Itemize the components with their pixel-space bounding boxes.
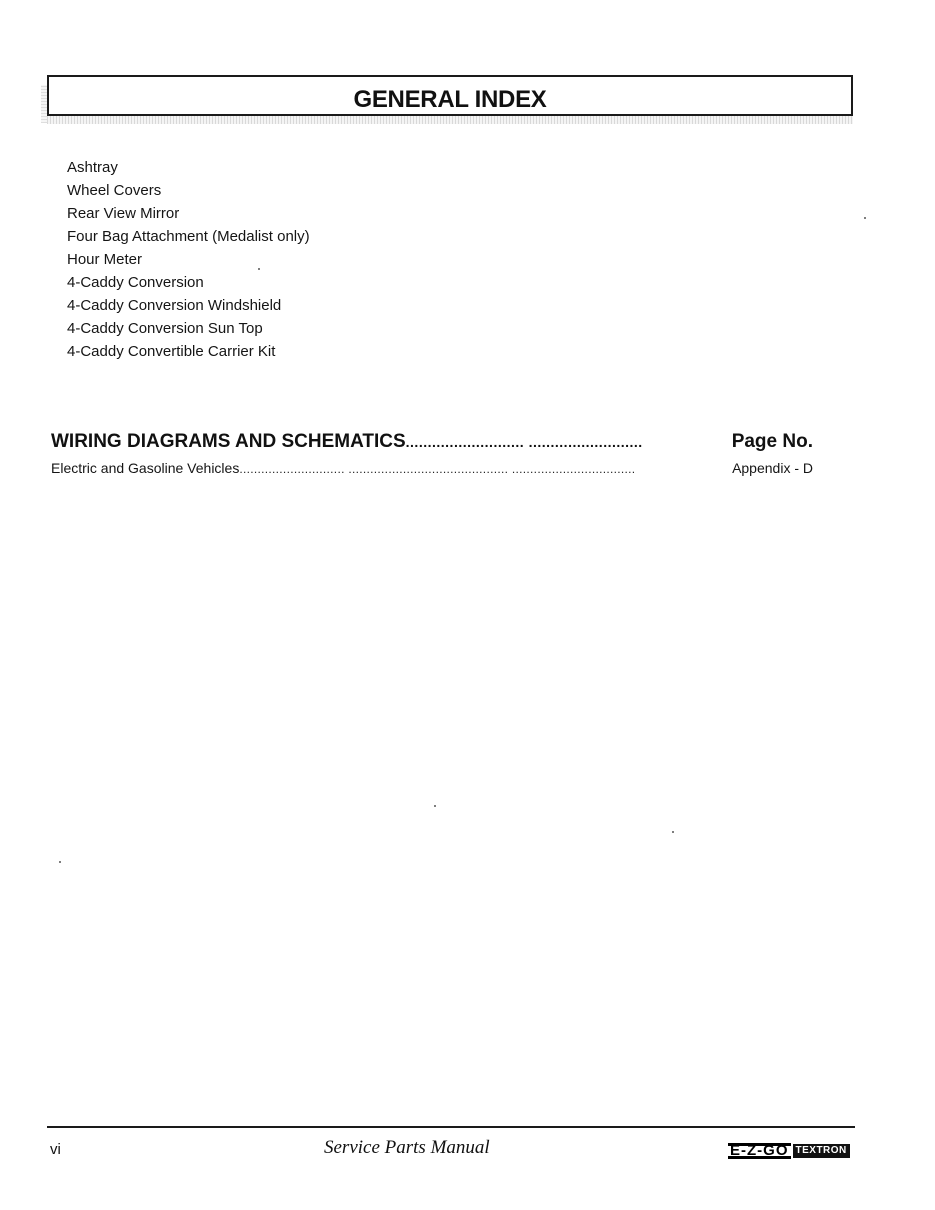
section-leader-dots: ........................... .......................... <box>405 434 643 450</box>
scan-speck <box>864 217 866 219</box>
textron-logo-badge: TEXTRON <box>793 1144 850 1158</box>
scan-speck <box>258 268 260 270</box>
section-header <box>51 431 813 457</box>
title-box <box>47 75 853 116</box>
index-item: 4-Caddy Conversion Sun Top <box>67 320 263 337</box>
page-number-header: Page No. <box>731 431 813 452</box>
footer-page-number: vi <box>50 1141 61 1158</box>
index-item: Four Bag Attachment (Medalist only) <box>67 228 310 245</box>
footer-rule <box>47 1126 855 1128</box>
scan-speck <box>59 861 61 863</box>
index-item: Rear View Mirror <box>67 205 180 222</box>
index-item: 4-Caddy Convertible Carrier Kit <box>67 343 276 360</box>
ezgo-logo-mark: E-Z-GO <box>730 1143 789 1159</box>
index-item: Hour Meter <box>67 251 143 268</box>
index-item: 4-Caddy Conversion Windshield <box>67 297 282 314</box>
index-item: Ashtray <box>67 159 118 176</box>
footer-manual-title: Service Parts Manual <box>324 1137 490 1158</box>
wiring-section <box>51 431 813 480</box>
title-shadow <box>47 115 853 124</box>
section-title: WIRING DIAGRAMS AND SCHEMATICS <box>51 431 406 452</box>
entry-page-ref: Appendix - D <box>732 460 813 476</box>
ezgo-textron-logo <box>728 1143 850 1159</box>
index-item: 4-Caddy Conversion <box>67 274 204 291</box>
entry-leader-dots: ............................. ............................................ .................................. <box>239 462 636 476</box>
index-item: Wheel Covers <box>67 182 162 199</box>
entry-label: Electric and Gasoline Vehicles <box>51 460 240 476</box>
page-title: GENERAL INDEX <box>353 86 547 113</box>
index-item-list <box>67 156 310 363</box>
scan-speck <box>434 805 436 807</box>
index-entry-row <box>51 460 813 480</box>
scan-speck <box>672 831 674 833</box>
